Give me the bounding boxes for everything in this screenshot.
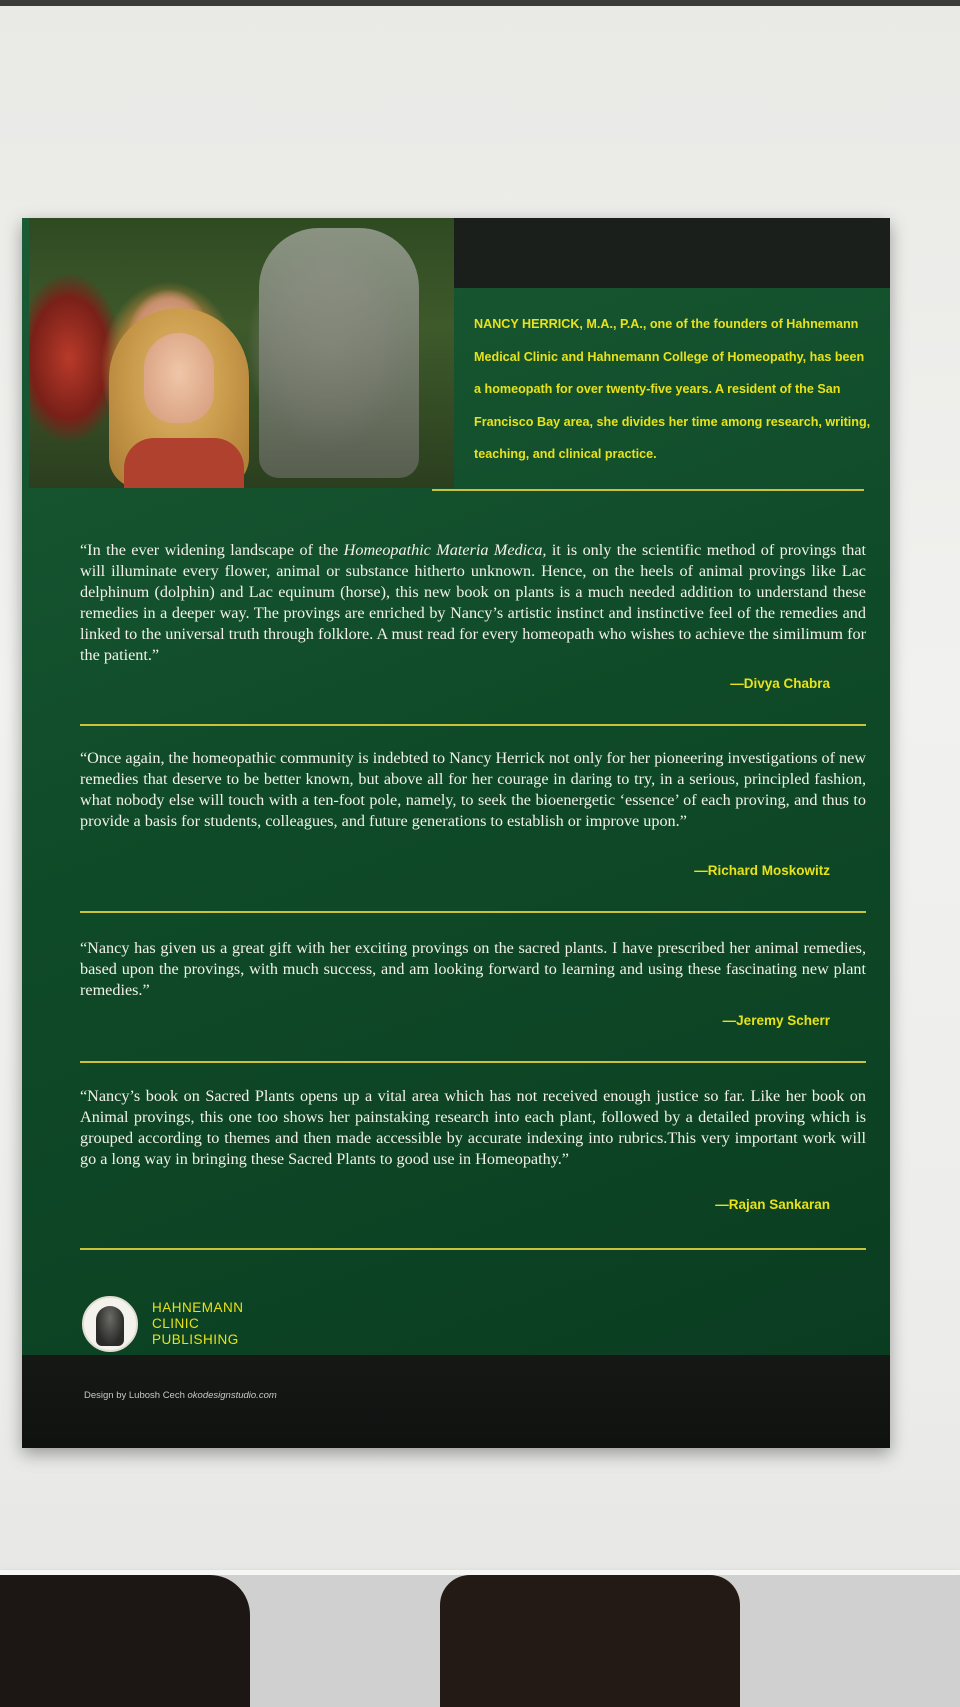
publisher-name: [152, 1300, 244, 1348]
publisher-line-3: PUBLISHING: [152, 1332, 239, 1347]
review-attribution-2: —Richard Moskowitz: [694, 863, 830, 878]
table-edge: [0, 0, 960, 6]
review-attribution-1: —Divya Chabra: [730, 676, 830, 691]
divider-rule: [432, 489, 864, 491]
divider-rule: [80, 1061, 866, 1063]
author-bio: NANCY HERRICK, M.A., P.A., one of the founders of Hahnemann Medical Clinic and Hahnemann College of Homeopathy, has been a homeopath for over twenty-five years. A resident of the San Francisco Bay area, she divides her time among research, writing, teaching, and clinical practice.: [474, 317, 871, 461]
review-quote-3: “Nancy has given us a great gift with her exciting provings on the sacred plants. I have prescribed her animal remedies, based upon the provings, with much success, and am looking forward to learning and using these fascinating new plant remedies.”: [80, 939, 866, 999]
review-attribution-4: —Rajan Sankaran: [715, 1197, 830, 1212]
review-quote-1: [80, 540, 866, 666]
quote-1-text-end: it is only the scientific method of provings that will illuminate every flower, animal or substance hitherto unknown. Hence, on the heels of animal provings like Lac delphinum (dolphin) and Lac equinum (horse), this new book on plants is a much needed addition to understand these remedies in a deeper way. The provings are enriched by Nancy’s artistic instinct and instinctive feel of the remedies and linked to the universal truth through folklore. A must read for every homeopath who wishes to achieve the similimum for the patient.”: [80, 541, 867, 664]
designer-name: Design by Lubosh Cech: [84, 1390, 185, 1401]
divider-rule: [80, 1248, 866, 1250]
quote-1-book-title: Homeopathic Materia Medica,: [343, 541, 547, 559]
designer-website: okodesignstudio.com: [187, 1390, 277, 1401]
review-attribution-3: —Jeremy Scherr: [722, 1013, 830, 1028]
divider-rule: [80, 724, 866, 726]
footer-band: [22, 1355, 890, 1448]
author-photo: [29, 218, 454, 488]
review-quote-2: “Once again, the homeopathic community is indebted to Nancy Herrick not only for her pioneering investigations of new remedies that deserve to be better known, but above all for her courage in daring to try, in a serious, principled fashion, what nobody else will touch with a ten-foot pole, namely, to seek the bioenergetic ‘essence’ of each proving, and thus to provide a basis for students, colleagues, and future generations to establish or improve upon.”: [80, 749, 866, 830]
publisher-line-1: HAHNEMANN: [152, 1300, 244, 1315]
publisher-seal-icon: [82, 1296, 138, 1352]
statue: [259, 228, 419, 478]
publisher-line-2: CLINIC: [152, 1316, 200, 1331]
review-quote-4: “Nancy’s book on Sacred Plants opens up a vital area which has not received enough justice so far. Like her book on Animal provings, this one too shows her painstaking research into each plant, followed by a detailed proving which is grouped according to themes and then made accessible by accurate indexing into rubrics.This very important work will go a long way in bringing these Sacred Plants to good use in Homeopathy.”: [80, 1087, 866, 1168]
shoe-right: [440, 1575, 740, 1707]
design-credit: [84, 1390, 277, 1401]
book-back-cover: [22, 218, 890, 1448]
shoe-left: [0, 1575, 250, 1707]
publisher-logo: [82, 1296, 244, 1352]
divider-rule: [80, 911, 866, 913]
author-face: [144, 333, 214, 423]
floor: [0, 1575, 960, 1707]
top-dark-band: [454, 218, 890, 288]
portrait-bust: [96, 1306, 124, 1346]
quote-1-text-start: “In the ever widening landscape of the: [80, 541, 344, 559]
author-shirt: [124, 438, 244, 488]
